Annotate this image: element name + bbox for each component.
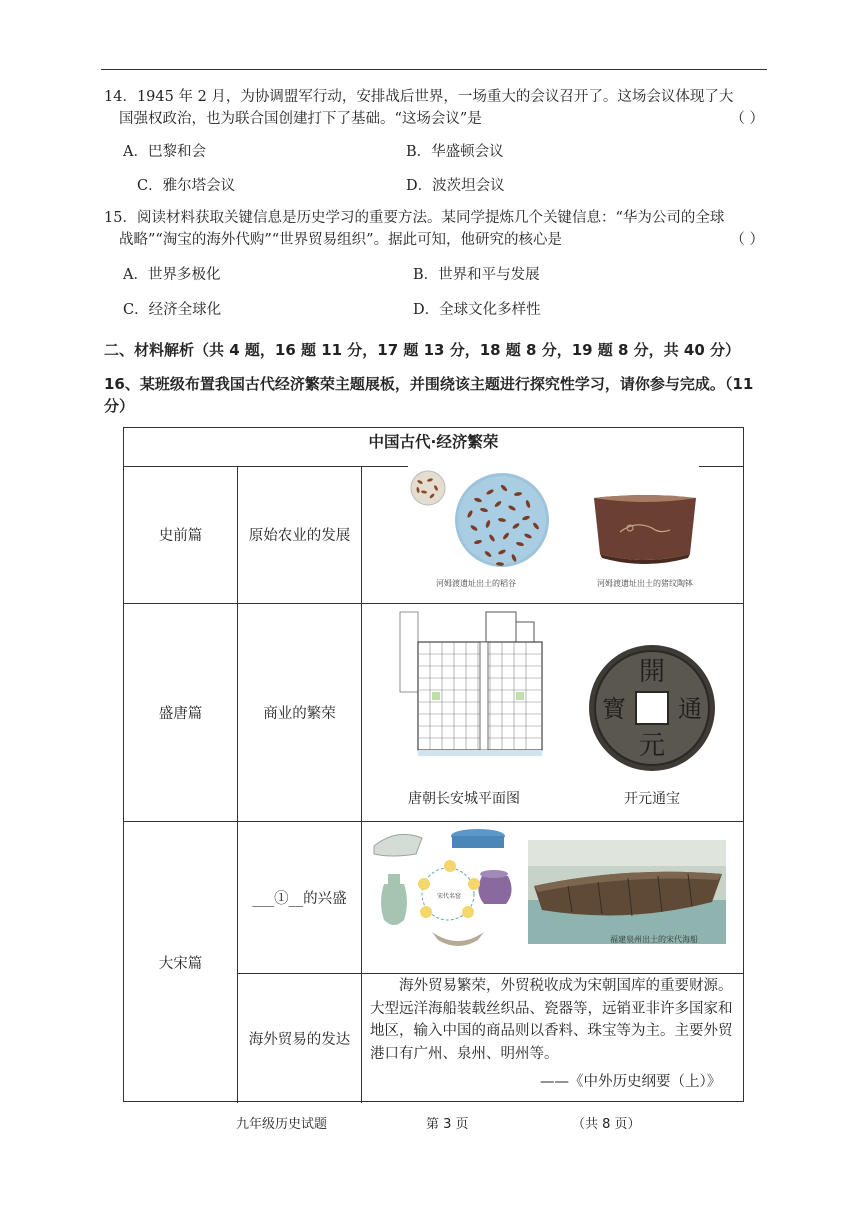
row-prehistoric-topic: 原始农业的发展 xyxy=(248,528,351,544)
q14-option-b[interactable]: B．华盛顿会议 xyxy=(406,144,504,160)
row-tang-topic: 商业的繁荣 xyxy=(263,706,336,722)
section-heading: 二、材料解析（共 4 题，16 题 11 分，17 题 13 分，18 题 8 分，19 题 8 分，共 40 分） xyxy=(104,341,740,359)
maritime-trade-passage: 海外贸易繁荣，外贸税收成为宋朝国库的重要财源。大型远洋海船装载丝织品、瓷器等，远销亚非许多国家和地区，输入中国的商品则以香料、珠宝等为主。主要外贸港口有广州、泉州、明州等。 xyxy=(370,978,733,1062)
pottery-bowl-image xyxy=(590,492,700,572)
row-song-era: 大宋篇 xyxy=(158,956,203,972)
table-title: 中国古代·经济繁荣 xyxy=(368,433,499,451)
q14-line1: 14．1945 年 2 月，为协调盟军行动，安排战后世界，一场重大的会议召开了。这场会议体现了大 xyxy=(104,89,734,105)
q15-option-b[interactable]: B．世界和平与发展 xyxy=(413,267,540,283)
kaiyuan-coin-image xyxy=(586,642,718,774)
q14-option-c[interactable]: C．雅尔塔会议 xyxy=(137,178,236,194)
coin-char-left: 寳 xyxy=(602,695,626,723)
q15-option-d[interactable]: D．全球文化多样性 xyxy=(413,302,541,318)
song-ship-image xyxy=(528,840,726,944)
pottery-caption: 河姆渡遗址出土的猪纹陶钵 xyxy=(597,579,693,588)
q15-line2: 战略”“淘宝的海外代购”“世界贸易组织”。据此可知，他研究的核心是 xyxy=(119,232,563,248)
footer-total: （共 8 页） xyxy=(572,1117,641,1132)
question-16 xyxy=(104,373,764,417)
q14-line2: 国强权政治，也为联合国创建打下了基础。“这场会议”是 xyxy=(119,111,482,127)
divider xyxy=(361,466,362,1103)
question-15 xyxy=(104,207,764,251)
q15-option-c[interactable]: C．经济全球化 xyxy=(123,302,222,318)
footer-page: 第 3 页 xyxy=(426,1117,469,1132)
row-prehistoric-era: 史前篇 xyxy=(158,528,203,544)
rice-grains-image xyxy=(406,470,556,580)
passage-source: ——《中外历史纲要（上）》 xyxy=(540,1074,722,1090)
q14-option-a[interactable]: A．巴黎和会 xyxy=(123,144,206,160)
coin-caption: 开元通宝 xyxy=(624,791,680,807)
coin-char-top: 開 xyxy=(638,657,666,687)
q14-answer-bracket[interactable]: （ ） xyxy=(730,111,764,127)
q16-line1: 16、某班级布置我国古代经济繁荣主题展板，并围绕该主题进行探究性学习，请你参与完成。（11 xyxy=(104,375,754,393)
question-14 xyxy=(104,86,764,130)
row-song-topic2: 海外贸易的发达 xyxy=(248,1032,351,1048)
rice-caption: 河姆渡遗址出土的稻谷 xyxy=(436,579,516,588)
q15-answer-bracket[interactable]: （ ） xyxy=(730,232,764,248)
footer-subject: 九年级历史试题 xyxy=(236,1117,328,1132)
divider xyxy=(699,466,744,467)
coin-char-right: 通 xyxy=(678,695,702,723)
changan-caption: 唐朝长安城平面图 xyxy=(408,791,520,807)
coin-char-bottom: 元 xyxy=(638,731,666,761)
changan-city-map xyxy=(396,610,546,770)
q15-line1: 15．阅读材料获取关键信息是历史学习的重要方法。某同学提炼几个关键信息：“华为公司的全球 xyxy=(104,210,725,226)
q16-line2: 分） xyxy=(104,397,135,415)
top-rule xyxy=(101,69,767,70)
row-tang-era: 盛唐篇 xyxy=(158,706,203,722)
kiln-center-label: 宋代名窑 xyxy=(436,893,462,900)
q15-option-a[interactable]: A．世界多极化 xyxy=(123,267,221,283)
row-song-topic1: ___①__的兴盛 xyxy=(252,891,347,907)
song-kilns-collage xyxy=(366,824,526,964)
q14-option-d[interactable]: D．波茨坦会议 xyxy=(406,178,505,194)
ship-caption: 福建泉州出土的宋代海船 xyxy=(610,935,698,944)
